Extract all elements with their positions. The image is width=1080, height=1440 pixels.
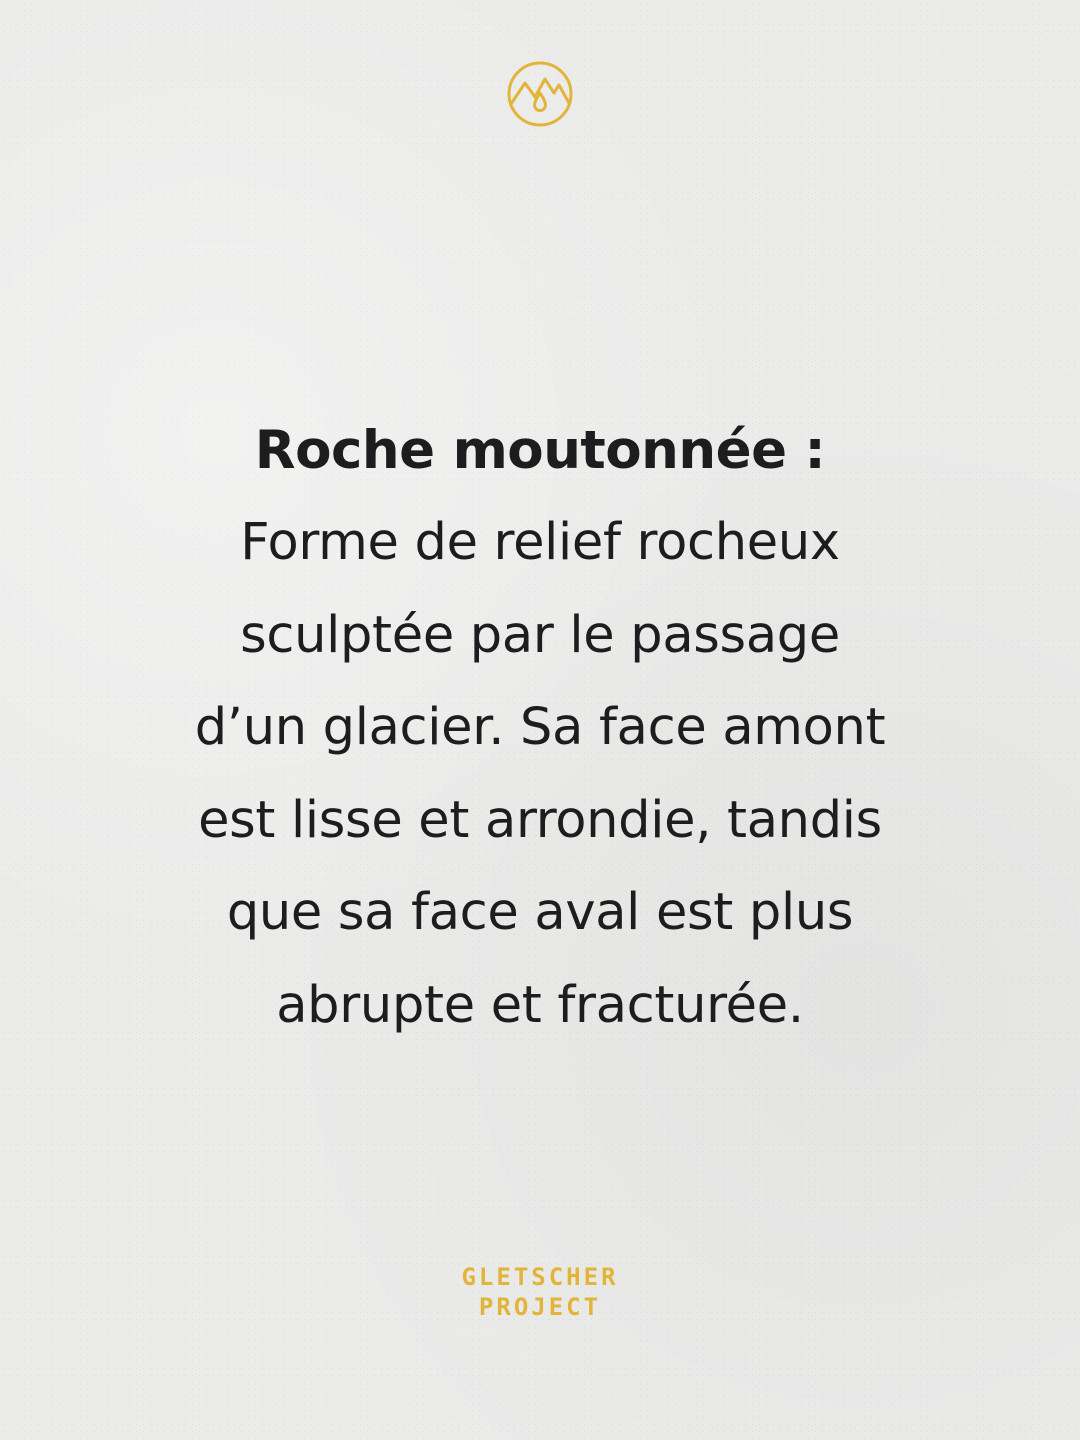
definition-line: d’un glacier. Sa face amont (194, 698, 886, 757)
definition-line: que sa face aval est plus (226, 883, 854, 942)
definition-line: est lisse et arrondie, tandis (198, 790, 882, 850)
mountain-drop-icon (506, 60, 574, 128)
definition-line: Forme de relief rocheux (240, 513, 840, 572)
definition-line: sculptée par le passage (240, 605, 840, 665)
brand-line-2: PROJECT (478, 1293, 602, 1321)
definition-line: abrupte et fracturée. (276, 975, 804, 1035)
brand-line-1: GLETSCHER (461, 1263, 619, 1291)
term-heading: Roche moutonnée : (254, 420, 826, 481)
brand-logo (506, 60, 574, 128)
definition-text (60, 497, 1020, 1052)
brand-wordmark (340, 1262, 740, 1322)
definition-card (60, 405, 1020, 1052)
